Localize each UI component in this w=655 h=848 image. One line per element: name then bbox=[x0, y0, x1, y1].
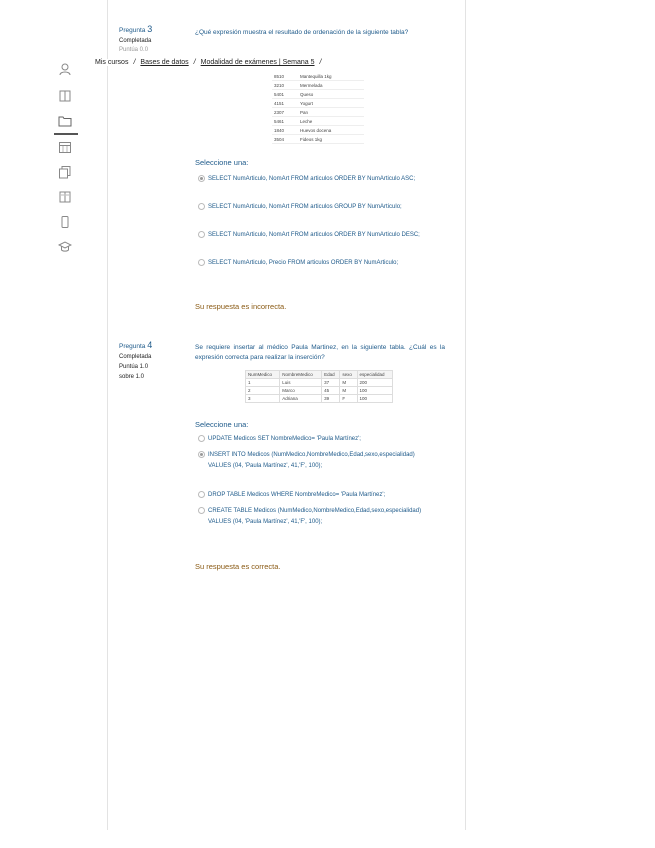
table-cell: 3504 bbox=[272, 135, 298, 144]
breadcrumb-home[interactable]: Mis cursos bbox=[95, 59, 129, 66]
breadcrumb bbox=[95, 59, 330, 66]
table-header: especialidad bbox=[357, 371, 392, 379]
folder-icon[interactable] bbox=[58, 114, 72, 128]
table-cell: 200 bbox=[357, 379, 392, 387]
table-cell: 5461 bbox=[272, 117, 298, 126]
table-row bbox=[246, 395, 393, 403]
table-cell: 100 bbox=[357, 395, 392, 403]
answer-option-text: SELECT NumArticulo, NomArt FROM articulos GROUP BY NumArticulo; bbox=[208, 204, 402, 210]
answer-option-text: SELECT NumArticulo, NomArt FROM articulos ORDER BY NumArticulo DESC; bbox=[208, 232, 420, 238]
table-cell: 3 bbox=[246, 395, 280, 403]
breadcrumb-section[interactable]: Modalidad de exámenes | Semana 5 bbox=[200, 59, 315, 66]
answer-option[interactable] bbox=[198, 506, 438, 527]
feedback-correct: Su respuesta es correcta. bbox=[195, 562, 281, 571]
table-cell: Huevos docena bbox=[298, 126, 364, 135]
breadcrumb-separator: / bbox=[319, 59, 322, 66]
question-4-text: Se requiere insertar al médico Paula Martinez, en la siguiente tabla. ¿Cuál es la expresión correcta para realizar la inserción? bbox=[195, 344, 445, 361]
table-cell: 2 bbox=[246, 387, 280, 395]
answer-option-text: CREATE TABLE Medicos (NumMedico,NombreMedico,Edad,sexo,especialidad) VALUES (04, 'Paula Martínez', 41,'F', 100); bbox=[208, 508, 422, 525]
table-header: sexo bbox=[340, 371, 357, 379]
question-number bbox=[119, 24, 152, 36]
answer-option-text: DROP TABLE Medicos WHERE NombreMedico= 'Paula Martínez'; bbox=[208, 492, 386, 498]
select-one-label: Seleccione una: bbox=[195, 158, 249, 167]
table-row bbox=[272, 135, 364, 144]
answer-option[interactable] bbox=[198, 202, 438, 213]
breadcrumb-separator: / bbox=[193, 59, 196, 66]
question-number-value: 4 bbox=[147, 340, 153, 350]
answer-option-text: UPDATE Medicos SET NombreMedico= 'Paula Martínez'; bbox=[208, 436, 361, 442]
table-row bbox=[272, 126, 364, 135]
mobile-icon[interactable] bbox=[58, 215, 72, 229]
table-cell: Queso bbox=[298, 90, 364, 99]
feedback-incorrect: Su respuesta es incorrecta. bbox=[195, 302, 287, 311]
table-header: NumMedico bbox=[246, 371, 280, 379]
table-cell: Leche bbox=[298, 117, 364, 126]
radio-button[interactable] bbox=[198, 435, 205, 442]
table-header: NombreMedico bbox=[280, 371, 322, 379]
table-cell: Adriana bbox=[280, 395, 322, 403]
table-cell: 37 bbox=[322, 379, 340, 387]
copy-icon[interactable] bbox=[58, 165, 72, 179]
table-row bbox=[272, 99, 364, 108]
question-status: Completada bbox=[119, 354, 152, 360]
table-cell: Luis bbox=[280, 379, 322, 387]
table-cell: 2307 bbox=[272, 108, 298, 117]
table-row bbox=[272, 81, 364, 90]
table-cell: Fideos 1kg bbox=[298, 135, 364, 144]
question-score-max: sobre 1.0 bbox=[119, 374, 145, 380]
answer-option-text: INSERT INTO Medicos (NumMedico,NombreMedico,Edad,sexo,especialidad) VALUES (04, 'Paula Martínez', 41,'F', 100); bbox=[208, 452, 415, 469]
table-row bbox=[272, 90, 364, 99]
book-icon[interactable] bbox=[58, 89, 72, 103]
radio-button[interactable] bbox=[198, 259, 205, 266]
graduation-cap-icon[interactable] bbox=[58, 240, 72, 254]
answer-option[interactable] bbox=[198, 174, 438, 185]
question-score: Puntúa 0.0 bbox=[119, 47, 149, 51]
answer-option[interactable] bbox=[198, 450, 438, 471]
question-label: Pregunta bbox=[119, 343, 146, 350]
question-number-value: 3 bbox=[147, 24, 153, 34]
question-3-info bbox=[119, 24, 152, 51]
table-row bbox=[246, 379, 393, 387]
table-cell: Pan bbox=[298, 108, 364, 117]
table-cell: Mermelada bbox=[298, 81, 364, 90]
breadcrumb-separator: / bbox=[133, 59, 136, 66]
articles-table bbox=[272, 72, 364, 144]
calendar-icon[interactable] bbox=[58, 140, 72, 154]
radio-button[interactable] bbox=[198, 175, 205, 182]
book-alt-icon[interactable] bbox=[58, 190, 72, 204]
doctors-table bbox=[245, 370, 393, 403]
active-indicator bbox=[54, 133, 78, 135]
select-one-label: Seleccione una: bbox=[195, 420, 249, 429]
radio-button[interactable] bbox=[198, 507, 205, 514]
table-cell: 100 bbox=[357, 387, 392, 395]
table-cell: F bbox=[340, 395, 357, 403]
question-4-info bbox=[119, 340, 152, 382]
radio-button[interactable] bbox=[198, 231, 205, 238]
radio-button[interactable] bbox=[198, 491, 205, 498]
table-cell: Marco bbox=[280, 387, 322, 395]
answer-option[interactable] bbox=[198, 230, 438, 241]
table-cell: Mantequilla 1kg bbox=[298, 72, 364, 81]
question-number bbox=[119, 340, 152, 352]
question-label: Pregunta bbox=[119, 27, 146, 34]
table-row bbox=[246, 387, 393, 395]
right-border-line bbox=[465, 0, 466, 830]
table-cell: 39 bbox=[322, 395, 340, 403]
table-cell: Yogurt bbox=[298, 99, 364, 108]
answer-option-text: SELECT NumArticulo, NomArt FROM articulos ORDER BY NumArticulo ASC; bbox=[208, 176, 416, 182]
table-row bbox=[272, 117, 364, 126]
table-cell: 5401 bbox=[272, 90, 298, 99]
table-cell: 45 bbox=[322, 387, 340, 395]
breadcrumb-course[interactable]: Bases de datos bbox=[140, 59, 189, 66]
table-cell: 3210 bbox=[272, 81, 298, 90]
table-cell: 1840 bbox=[272, 126, 298, 135]
answer-option[interactable] bbox=[198, 434, 438, 445]
radio-button[interactable] bbox=[198, 203, 205, 210]
table-cell: 4151 bbox=[272, 99, 298, 108]
user-icon[interactable] bbox=[58, 62, 72, 76]
table-cell: M bbox=[340, 379, 357, 387]
table-header: Edad bbox=[322, 371, 340, 379]
table-row bbox=[272, 72, 364, 81]
question-score: Puntúa 1.0 bbox=[119, 364, 149, 370]
table-row bbox=[272, 108, 364, 117]
table-cell: 8510 bbox=[272, 72, 298, 81]
radio-button[interactable] bbox=[198, 451, 205, 458]
answer-option-text: SELECT NumArticulo, Precio FROM articulos ORDER BY NumArticulo; bbox=[208, 260, 399, 266]
question-status: Completada bbox=[119, 38, 152, 44]
table-cell: 1 bbox=[246, 379, 280, 387]
table-cell: M bbox=[340, 387, 357, 395]
left-border-line bbox=[107, 0, 108, 830]
answer-option[interactable] bbox=[198, 258, 438, 269]
question-3-text: ¿Qué expresión muestra el resultado de ordenación de la siguiente tabla? bbox=[195, 29, 409, 36]
answer-option[interactable] bbox=[198, 490, 438, 501]
